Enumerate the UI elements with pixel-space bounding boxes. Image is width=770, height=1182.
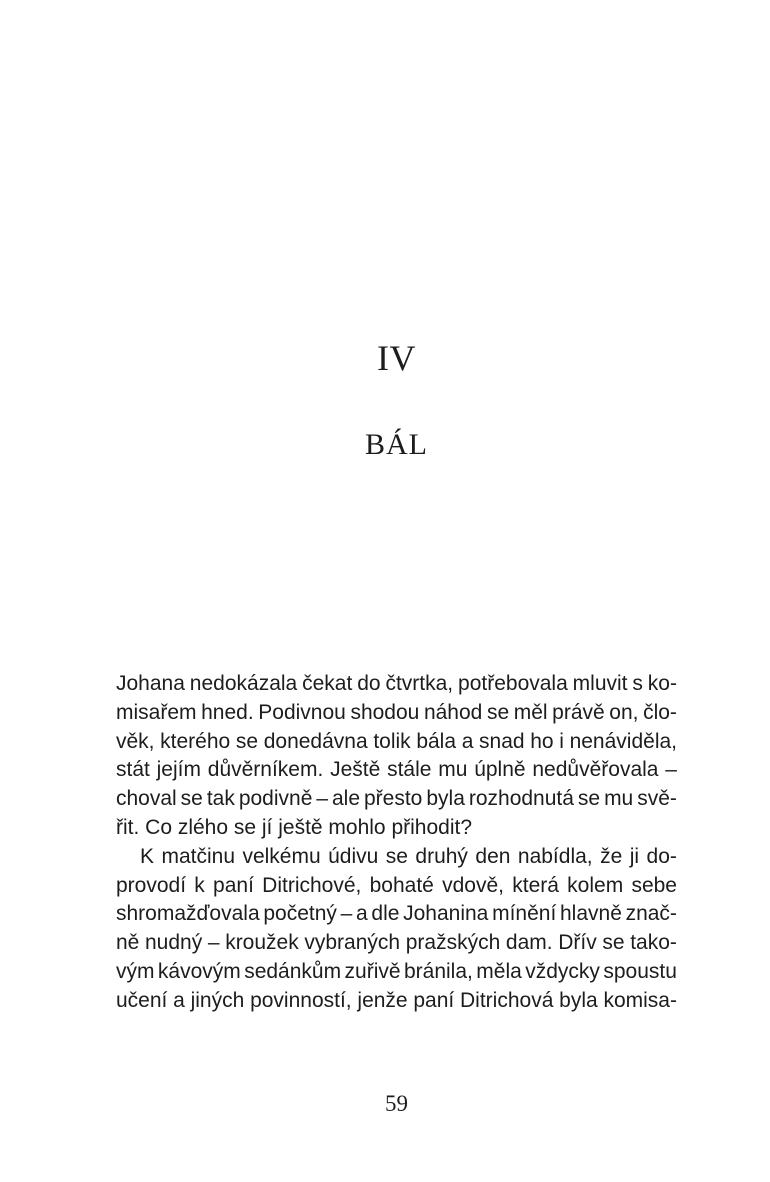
text-line: vým kávovým sedánkům zuřivě bránila, měla vždycky spoustu xyxy=(116,959,677,983)
text-line: K matčinu velkému údivu se druhý den nabídla, že ji do- xyxy=(140,844,677,868)
body-text xyxy=(116,670,677,1016)
text-line: stát jejím důvěrníkem. Ještě stále mu úplně nedůvěřovala – xyxy=(116,758,677,782)
text-line: věk, kterého se donedávna tolik bála a snad ho i nenáviděla, xyxy=(116,729,677,753)
text-line: učení a jiných povinností, jenže paní Ditrichová byla komisa- xyxy=(116,988,677,1012)
text-line: provodí k paní Ditrichové, bohaté vdově, která kolem sebe xyxy=(116,873,677,897)
text-line: shromažďovala početný – a dle Johanina mínění hlavně znač- xyxy=(116,902,677,926)
text-line: ně nudný – kroužek vybraných pražských dam. Dřív se tako- xyxy=(116,931,677,955)
text-line: řit. Co zlého se jí ještě mohlo přihodit? xyxy=(116,815,473,839)
text-line: Johana nedokázala čekat do čtvrtka, potřebovala mluvit s ko- xyxy=(116,672,677,695)
page-number: 59 xyxy=(385,1091,408,1116)
text-line: misařem hned. Podivnou shodou náhod se měl právě on, člo- xyxy=(116,700,677,724)
text-line: choval se tak podivně – ale přesto byla rozhodnutá se mu svě- xyxy=(116,787,677,811)
chapter-title: BÁL xyxy=(365,428,428,461)
chapter-number: IV xyxy=(377,338,416,378)
